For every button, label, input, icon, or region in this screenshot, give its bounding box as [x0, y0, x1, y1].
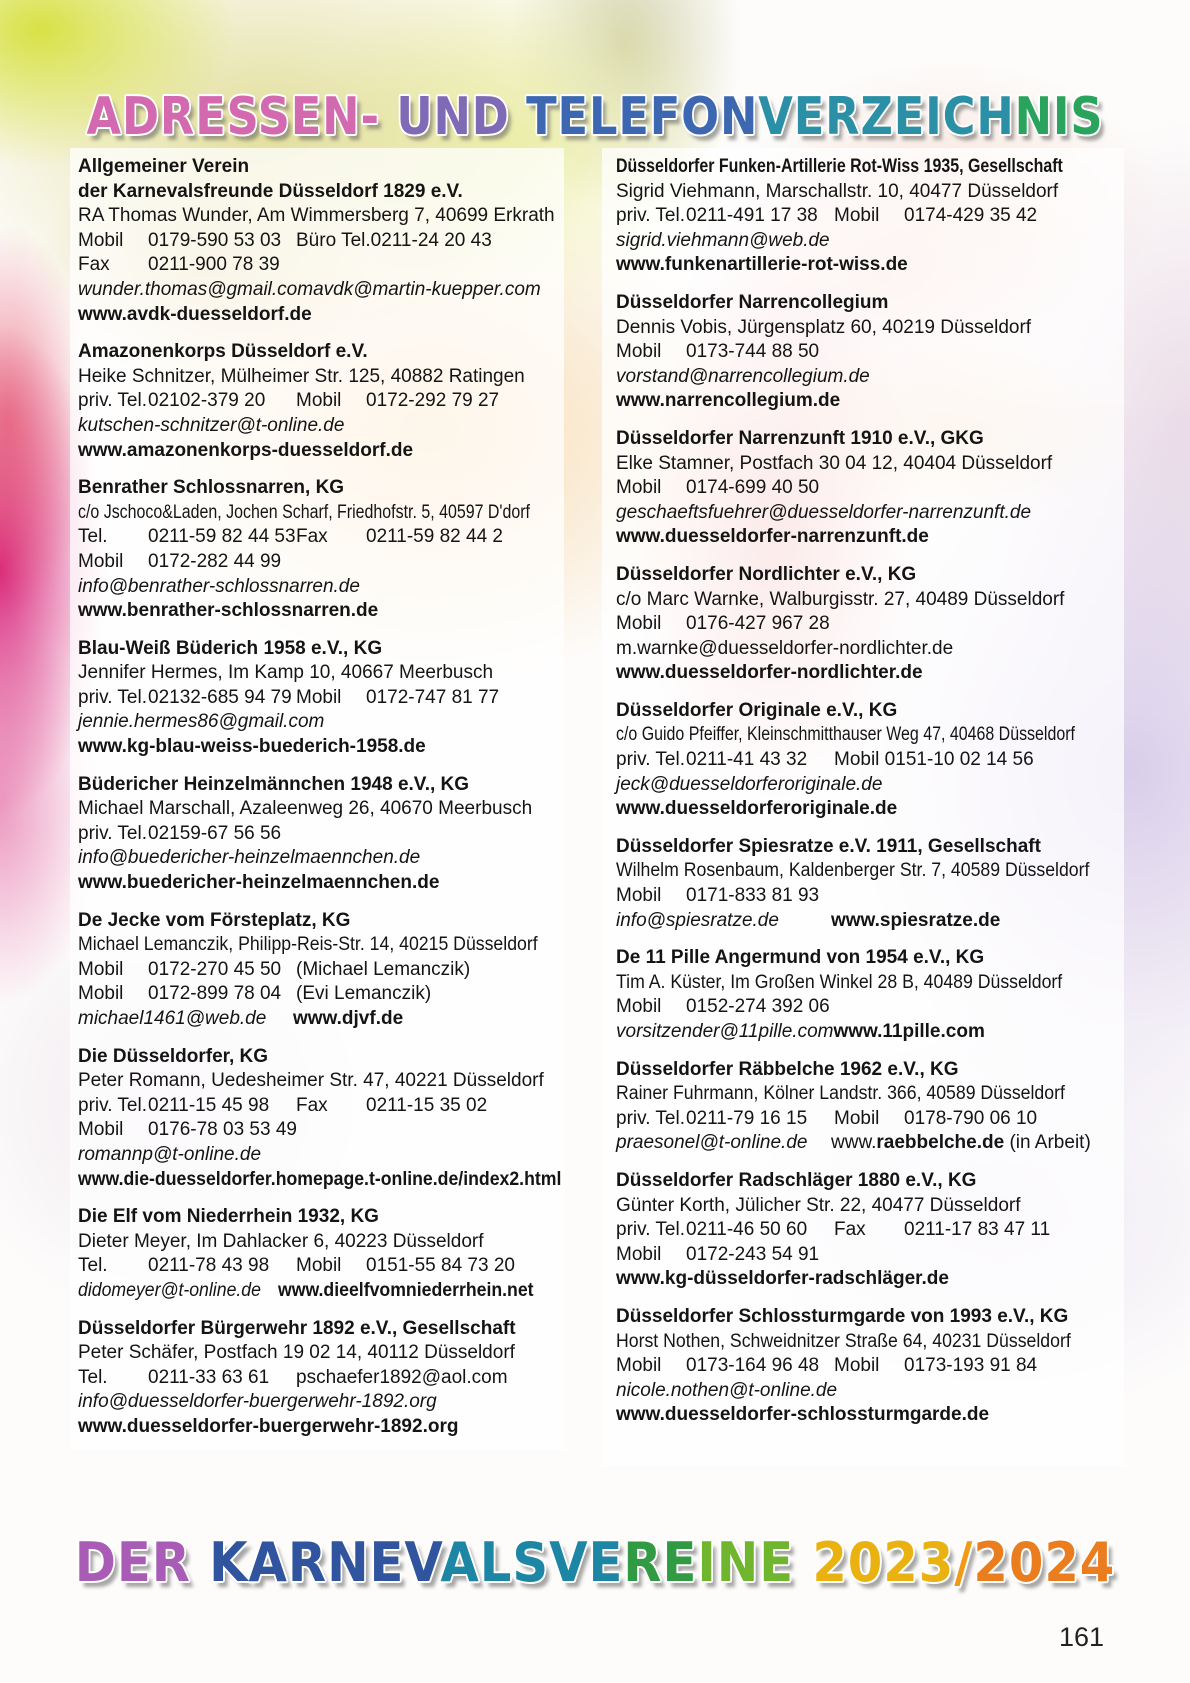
entry-line [616, 1218, 1118, 1243]
entry-line [616, 1082, 1083, 1107]
entry-line [78, 599, 562, 624]
phone-label: Mobil [616, 613, 662, 635]
text: Horst Nothen, Schweidnitzer Straße 64, 40231 Düsseldorf [616, 1330, 1071, 1352]
entry-line [78, 501, 530, 526]
entry-name: Allgemeiner Verein [78, 156, 250, 177]
phone-label: Mobil [616, 885, 662, 907]
text: c/o Marc Warnke, Walburgisstr. 27, 40489 Düsseldorf [616, 588, 1065, 610]
phone-label: Mobil [834, 205, 880, 227]
website-text: www.avdk-duesseldorf.de [78, 303, 312, 325]
phone-label: Mobil [78, 1119, 124, 1141]
phone-label: priv. Tel. [616, 205, 685, 227]
website-text: www.die-duesseldorfer.homepage.t-online.de/index2.html [78, 1168, 562, 1190]
email-text: didomeyer@t-online.de [78, 1279, 261, 1301]
text: Dennis Vobis, Jürgensplatz 60, 40219 Düsseldorf [616, 316, 1032, 338]
email-text: pschaefer1892@aol.com [296, 1366, 508, 1388]
phone-number: 0174-699 40 50 [686, 477, 820, 499]
entry-line [78, 204, 562, 229]
email-text: jeck@duesseldorferoriginale.de [616, 773, 883, 795]
phone-number: 0211-33 63 61 [148, 1366, 270, 1388]
phone-label: Fax [296, 1094, 328, 1116]
email-text: vorsitzender@11pille.com [616, 1021, 834, 1042]
entry-line [616, 389, 1118, 414]
entry-name: Die Elf vom Niederrhein 1932, KG [78, 1206, 379, 1228]
website-text: www.kg-düsseldorfer-radschläger.de [616, 1268, 949, 1290]
text: Dieter Meyer, Im Dahlacker 6, 40223 Düsseldorf [78, 1230, 484, 1252]
phone-label: priv. Tel. [78, 390, 147, 412]
text: Peter Schäfer, Postfach 19 02 14, 40112 Düsseldorf [78, 1342, 515, 1364]
phone-label: Mobil [616, 477, 662, 499]
entry-name: Düsseldorfer Spiesratze e.V. 1911, Gesellschaft [616, 835, 1041, 857]
text: Elke Stamner, Postfach 30 04 12, 40404 Düsseldorf [616, 452, 1053, 474]
entry-line [616, 253, 1118, 278]
text: Günter Korth, Jülicher Str. 22, 40477 Düsseldorf [616, 1194, 1021, 1216]
phone-number: 0172-747 81 77 [366, 686, 500, 708]
website-text: www.duesseldorferoriginale.de [616, 798, 898, 820]
directory-column-left [78, 155, 562, 1453]
entry-line [616, 365, 1118, 390]
text: (Evi Lemanczik) [296, 983, 432, 1005]
phone-number: 0176-78 03 53 49 [148, 1119, 297, 1141]
phone-label: priv. Tel. [616, 1107, 685, 1129]
entry-line [616, 501, 1118, 526]
entry-line [616, 588, 1118, 613]
entry-line [78, 525, 562, 550]
phone-label: Mobil [296, 390, 342, 412]
phone-number: 0211-79 16 15 [686, 1107, 808, 1129]
phone-number: 0179-590 53 03 [148, 229, 282, 251]
phone-number: 0173-164 96 48 [686, 1355, 820, 1377]
email-text: m.warnke@duesseldorfer-nordlichter.de [616, 637, 954, 659]
phone-label: Büro Tel. [296, 229, 371, 251]
phone-number: 02159-67 56 56 [148, 822, 282, 844]
text: c/o Guido Pfeiffer, Kleinschmitthauser Weg 47, 40468 Düsseldorf [616, 724, 1075, 746]
text: Sigrid Viehmann, Marschallstr. 10, 40477 Düsseldorf [616, 180, 1059, 202]
website-text: www.djvf.de [293, 1008, 404, 1029]
phone-number: 0211-24 20 43 [370, 229, 492, 251]
entry-name: Düsseldorfer Narrenzunft 1910 e.V., GKG [616, 427, 984, 449]
phone-label: Tel. [78, 526, 108, 548]
entry-line [616, 340, 1118, 365]
phone-label: Tel. [78, 1366, 108, 1388]
entry-name: Amazonenkorps Düsseldorf e.V. [78, 341, 368, 363]
entry-line [616, 797, 1118, 822]
entry-line [78, 550, 562, 575]
entry-name: Büdericher Heinzelmännchen 1948 e.V., KG [78, 773, 470, 795]
phone-label: Mobil [296, 1255, 342, 1277]
text: (Michael Lemanczik) [296, 958, 471, 980]
phone-number: 0173-744 88 50 [686, 341, 820, 363]
entry-line [78, 1230, 562, 1255]
phone-label: Fax [834, 1219, 866, 1241]
entry-name: De Jecke vom Försteplatz, KG [78, 909, 351, 931]
phone-number: 0211-59 82 44 53 [148, 526, 296, 548]
website-text: www.benrather-schlossnarren.de [78, 600, 379, 622]
entry-line [616, 1020, 1118, 1045]
directory-entry [78, 909, 562, 1032]
title-segment: 2023 [812, 1530, 955, 1594]
entry-line [78, 710, 562, 735]
phone-number: 0211-78 43 98 [148, 1255, 270, 1277]
directory-entry [78, 1045, 562, 1193]
phone-number: 0152-274 392 06 [686, 996, 830, 1018]
entry-line [616, 612, 1118, 637]
title-segment: ADRESSEN- [86, 86, 397, 147]
website-text: www.duesseldorfer-nordlichter.de [616, 662, 923, 684]
email-text: info@benrather-schlossnarren.de [78, 575, 360, 597]
email-text: nicole.nothen@t-online.de [616, 1379, 838, 1401]
entry-line [78, 686, 562, 711]
entry-name: Düsseldorfer Schlossturmgarde von 1993 e.V., KG [616, 1305, 1069, 1327]
website-text: www.dieelfvomniederrhein.net [277, 1279, 534, 1301]
directory-entry [616, 155, 1118, 278]
entry-name: der Karnevalsfreunde Düsseldorf 1829 e.V. [78, 180, 463, 202]
email-text: info@spiesratze.de [616, 909, 779, 931]
entry-line [78, 229, 562, 254]
entry-line [78, 1415, 562, 1440]
website-text: www.duesseldorfer-buergerwehr-1892.org [78, 1415, 459, 1437]
title-segment: RE [623, 1530, 698, 1594]
website-text: www.spiesratze.de [831, 909, 1001, 931]
website-text: www.duesseldorfer-schlossturmgarde.de [616, 1404, 990, 1426]
entry-name: Benrather Schlossnarren, KG [78, 477, 345, 499]
phone-number: 0211-17 83 47 11 [904, 1219, 1051, 1241]
phone-label: priv. Tel. [616, 1219, 685, 1241]
phone-number: 0211-59 82 44 2 [366, 526, 503, 548]
phone-number: 0172-282 44 99 [148, 550, 282, 572]
phone-label: Mobil [616, 341, 662, 363]
phone-number: 0172-292 79 27 [366, 390, 500, 412]
entry-name: Düsseldorfer Bürgerwehr 1892 e.V., Gesellschaft [78, 1317, 516, 1339]
entry-line [78, 389, 562, 414]
website-text: www.kg-blau-weiss-buederich-1958.de [78, 736, 426, 758]
entry-name: Düsseldorfer Funken-Artillerie Rot-Wiss 1935, Gesellschaft [616, 156, 1063, 177]
email-text: praesonel@t-online.de [616, 1132, 808, 1154]
entry-line [616, 1330, 1083, 1355]
entry-name: Düsseldorfer Originale e.V., KG [616, 699, 898, 721]
phone-number: 0172-243 54 91 [686, 1243, 820, 1265]
directory-entry [616, 835, 1118, 933]
directory-entry [78, 773, 562, 896]
directory-entry [616, 563, 1118, 686]
entry-line [78, 661, 562, 686]
website-text: www.narrencollegium.de [616, 390, 841, 412]
title-segment: KARNEV [209, 1530, 441, 1594]
title-segment: UND [396, 86, 527, 147]
entry-line [616, 1107, 1118, 1132]
phone-number: 0171-833 81 93 [686, 885, 820, 907]
phone-label: Mobil [78, 983, 124, 1005]
phone-number: 0211-15 45 98 [148, 1094, 270, 1116]
directory-entry [616, 1058, 1118, 1156]
text: Wilhelm Rosenbaum, Kaldenberger Str. 7, 40589 Düsseldorf [616, 860, 1090, 882]
phone-number: 0172-899 78 04 [148, 983, 282, 1005]
entry-line [616, 661, 1118, 686]
entry-line [616, 773, 1118, 798]
phone-label: Mobil [834, 1355, 880, 1377]
title-segment: INE [697, 1530, 813, 1594]
entry-line [78, 1390, 562, 1415]
website-text: www.duesseldorfer-narrenzunft.de [616, 526, 929, 548]
entry-line [78, 1094, 562, 1119]
directory-entry [78, 637, 562, 760]
text: RA Thomas Wunder, Am Wimmersberg 7, 40699 Erkrath [78, 205, 555, 227]
entry-line [616, 1194, 1118, 1219]
text: raebbelche.de [876, 1132, 1005, 1154]
text: Jennifer Hermes, Im Kamp 10, 40667 Meerbusch [78, 662, 494, 684]
phone-number: 0151-55 84 73 20 [366, 1255, 515, 1277]
page-number: 161 [1058, 1622, 1104, 1652]
phone-number: 0211-41 43 32 [686, 749, 808, 771]
title-segment: VERZEICH [758, 86, 1015, 147]
entry-line [616, 1379, 1118, 1404]
phone-number: 0211-491 17 38 [686, 205, 818, 227]
email-text: info@buedericher-heinzelmaennchen.de [78, 847, 421, 869]
text: Heike Schnitzer, Mülheimer Str. 125, 40882 Ratingen [78, 365, 525, 387]
website-text: www. [831, 1132, 877, 1154]
text: Peter Romann, Uedesheimer Str. 47, 40221 Düsseldorf [78, 1070, 544, 1092]
directory-entry [616, 291, 1118, 414]
entry-line [616, 229, 1118, 254]
directory-entry [78, 1205, 562, 1303]
phone-label: priv. Tel. [78, 822, 147, 844]
title-segment: DER [74, 1530, 210, 1594]
entry-line [78, 933, 538, 958]
phone-label: priv. Tel. [78, 1094, 147, 1116]
entry-line [78, 1143, 562, 1168]
text: Michael Lemanczik, Philipp-Reis-Str. 14, 40215 Düsseldorf [78, 934, 538, 956]
phone-number: 0176-427 967 28 [686, 613, 830, 635]
phone-label: priv. Tel. [616, 749, 685, 771]
directory-column-right [616, 155, 1118, 1441]
email-text: avdk@martin-kuepper.com [313, 278, 541, 300]
phone-label: priv. Tel. [78, 686, 147, 708]
directory-entry [616, 946, 1118, 1044]
entry-line [78, 1168, 562, 1193]
entry-line [616, 1243, 1118, 1268]
entry-line [78, 439, 562, 464]
entry-name: Düsseldorfer Narrencollegium [616, 291, 889, 313]
entry-line [78, 846, 562, 871]
entry-line [616, 1267, 1118, 1292]
phone-number: 0174-429 35 42 [904, 205, 1038, 227]
entry-line [616, 909, 1118, 934]
text: c/o Jschoco&Laden, Jochen Scharf, Friedhofstr. 5, 40597 D'dorf [78, 501, 530, 523]
website-text: www.amazonenkorps-duesseldorf.de [78, 439, 414, 461]
phone-label: Mobil [616, 1243, 662, 1265]
entry-line [616, 180, 1118, 205]
email-text: info@duesseldorfer-buergerwehr-1892.org [78, 1391, 437, 1413]
entry-line [78, 982, 562, 1007]
entry-line [78, 797, 562, 822]
entry-line [78, 735, 562, 760]
phone-number: 0172-270 45 50 [148, 958, 282, 980]
text: Tim A. Küster, Im Großen Winkel 28 B, 40489 Düsseldorf [616, 971, 1063, 993]
entry-line [78, 1366, 562, 1391]
entry-line [78, 1254, 562, 1279]
directory-entry [616, 1169, 1118, 1292]
title-segment: TELEFON [526, 86, 759, 147]
phone-number: 02102-379 20 [148, 390, 266, 412]
text: Mobil 0151-10 02 14 56 [834, 749, 1034, 771]
text: Rainer Fuhrmann, Kölner Landstr. 366, 40589 Düsseldorf [616, 1083, 1065, 1105]
entry-line [616, 452, 1118, 477]
phone-number: 0211-46 50 60 [686, 1219, 808, 1241]
entry-line [616, 971, 1083, 996]
page-footer-title [48, 1531, 1143, 1594]
entry-name: De 11 Pille Angermund von 1954 e.V., KG [616, 947, 985, 969]
email-text: wunder.thomas@gmail.com [78, 278, 314, 300]
title-segment: ALSVE [440, 1530, 624, 1594]
email-text: kutschen-schnitzer@t-online.de [78, 414, 345, 436]
directory-entry [616, 1305, 1118, 1428]
entry-line [616, 525, 1118, 550]
title-segment: / [954, 1530, 974, 1594]
phone-label: Mobil [296, 686, 342, 708]
phone-number: 02132-685 94 79 [148, 686, 292, 708]
website-text: www.11pille.com [833, 1021, 985, 1042]
entry-line [78, 365, 562, 390]
phone-label: Fax [78, 254, 110, 276]
entry-line [78, 1007, 562, 1032]
directory-entry [616, 427, 1118, 550]
entry-line [78, 822, 562, 847]
entry-line [78, 1279, 534, 1304]
page-header-title [83, 87, 1106, 147]
phone-number: 0211-900 78 39 [148, 254, 280, 276]
email-text: jennie.hermes86@gmail.com [78, 711, 325, 733]
entry-name: Düsseldorfer Räbbelche 1962 e.V., KG [616, 1058, 959, 1080]
entry-line [616, 884, 1118, 909]
entry-line [78, 871, 562, 896]
entry-line [616, 204, 1118, 229]
entry-line [78, 958, 562, 983]
website-text: www.buedericher-heinzelmaennchen.de [78, 872, 440, 894]
website-text: www.funkenartillerie-rot-wiss.de [616, 254, 908, 276]
entry-name: Die Düsseldorfer, KG [78, 1045, 269, 1067]
entry-line [616, 316, 1118, 341]
phone-label: Mobil [78, 550, 124, 572]
phone-label: Mobil [616, 996, 662, 1018]
title-segment: 2024 [973, 1530, 1116, 1594]
entry-line [78, 303, 562, 328]
directory-entry [78, 476, 562, 624]
title-segment: NIS [1014, 86, 1104, 147]
text: Michael Marschall, Azaleenweg 26, 40670 Meerbusch [78, 798, 533, 820]
entry-name: Blau-Weiß Büderich 1958 e.V., KG [78, 637, 383, 659]
phone-label: Mobil [834, 1107, 880, 1129]
phone-label: Tel. [78, 1255, 108, 1277]
phone-number: 0173-193 91 84 [904, 1355, 1038, 1377]
entry-line [616, 1131, 1118, 1156]
entry-line [616, 723, 1075, 748]
email-text: michael1461@web.de [78, 1008, 267, 1029]
entry-line [616, 476, 1118, 501]
entry-line [616, 748, 1118, 773]
email-text: geschaeftsfuehrer@duesseldorfer-narrenzunft.de [616, 501, 1032, 523]
entry-line [616, 1354, 1118, 1379]
entry-line [78, 253, 562, 278]
text: (in Arbeit) [1004, 1132, 1091, 1154]
entry-line [78, 1069, 562, 1094]
directory-entry [78, 155, 562, 327]
entry-name: Düsseldorfer Radschläger 1880 e.V., KG [616, 1169, 977, 1191]
entry-name: Düsseldorfer Nordlichter e.V., KG [616, 563, 917, 585]
phone-label: Fax [296, 526, 328, 548]
phone-label: Mobil [78, 958, 124, 980]
entry-line [78, 1341, 562, 1366]
directory-entry [616, 699, 1118, 822]
phone-number: 0178-790 06 10 [904, 1107, 1038, 1129]
entry-line [616, 637, 1118, 662]
phone-label: Mobil [616, 1355, 662, 1377]
entry-line [78, 414, 562, 439]
phone-label: Mobil [78, 229, 124, 251]
email-text: romannp@t-online.de [78, 1143, 262, 1165]
email-text: vorstand@narrencollegium.de [616, 365, 870, 387]
entry-line [616, 1403, 1118, 1428]
directory-entry [78, 1317, 562, 1440]
directory-entry [78, 340, 562, 463]
phone-number: 0211-15 35 02 [366, 1094, 488, 1116]
entry-line [616, 995, 1118, 1020]
entry-line [78, 278, 562, 303]
email-text: sigrid.viehmann@web.de [616, 229, 830, 251]
entry-line [616, 859, 1090, 884]
entry-line [78, 575, 562, 600]
entry-line [78, 1118, 562, 1143]
